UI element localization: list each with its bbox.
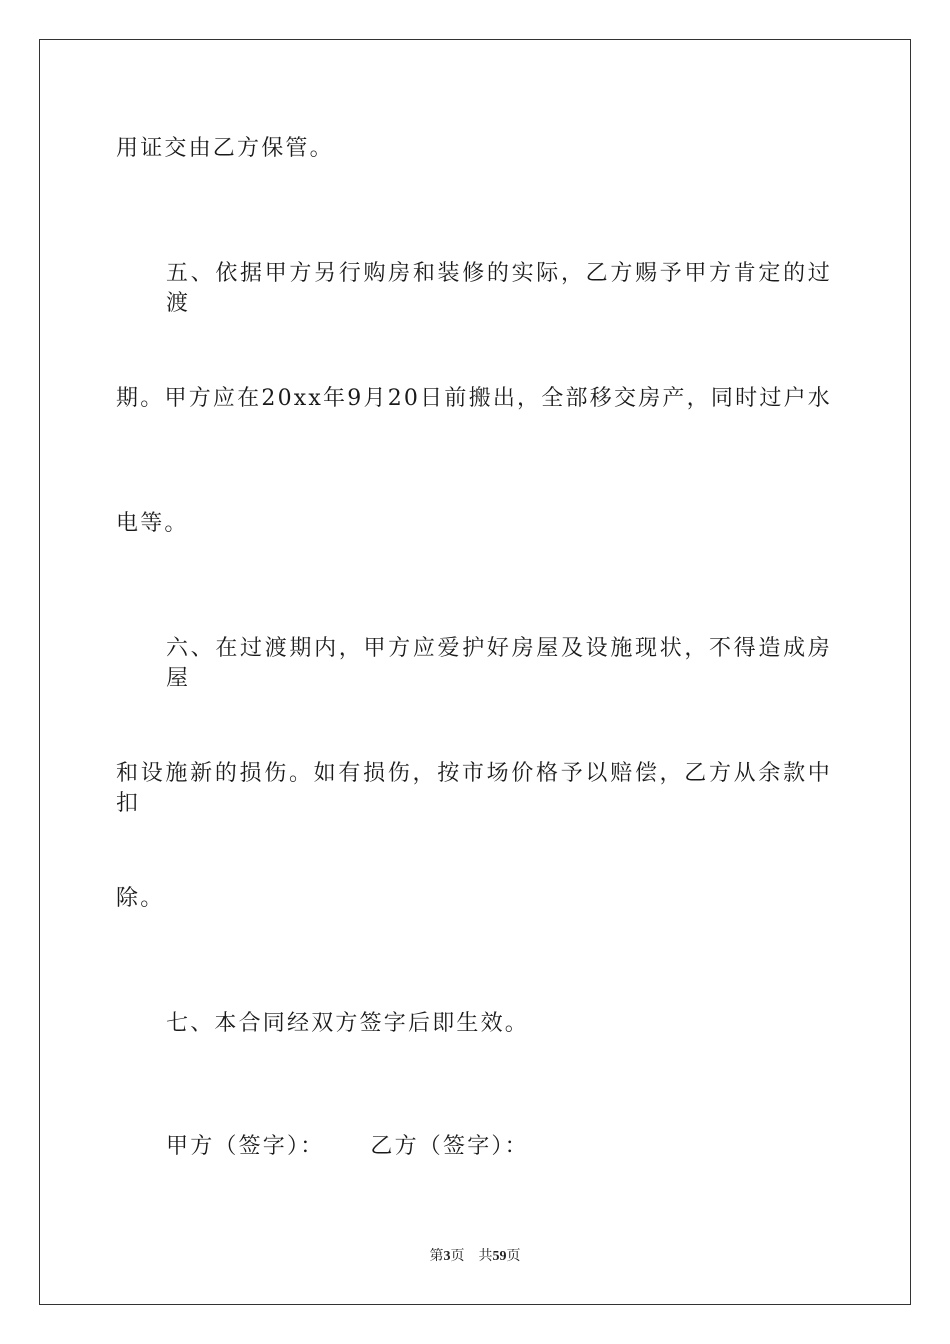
party-b-signature-label: 乙方（签字）： <box>370 1134 529 1159</box>
page-footer <box>0 1247 950 1266</box>
paragraph-line: 六、在过渡期内，甲方应爱护好房屋及设施现状，不得造成房屋 <box>166 636 832 691</box>
paragraph-line: 五、依据甲方另行购房和装修的实际，乙方赐予甲方肯定的过渡 <box>166 261 832 316</box>
signature-line <box>166 1132 832 1162</box>
paragraph-line: 七、本合同经双方签字后即生效。 <box>166 1011 530 1036</box>
total-pages: 59 <box>492 1249 507 1264</box>
party-a-signature-label: 甲方（签字）： <box>166 1134 325 1159</box>
page-prefix: 第 <box>429 1248 444 1264</box>
page-number: 3 <box>443 1249 451 1264</box>
total-prefix: 共 <box>478 1248 493 1264</box>
total-suffix: 页 <box>506 1248 521 1264</box>
paragraph-line: 除。 <box>116 886 165 911</box>
paragraph-line: 用证交由乙方保管。 <box>116 136 334 161</box>
page-suffix: 页 <box>450 1248 465 1264</box>
paragraph-line: 电等。 <box>116 511 189 536</box>
paragraph-line: 和设施新的损伤。如有损伤，按市场价格予以赔偿，乙方从余款中扣 <box>116 761 832 816</box>
paragraph-line: 期。甲方应在20xx年9月20日前搬出，全部移交房产，同时过户水 <box>116 386 832 411</box>
